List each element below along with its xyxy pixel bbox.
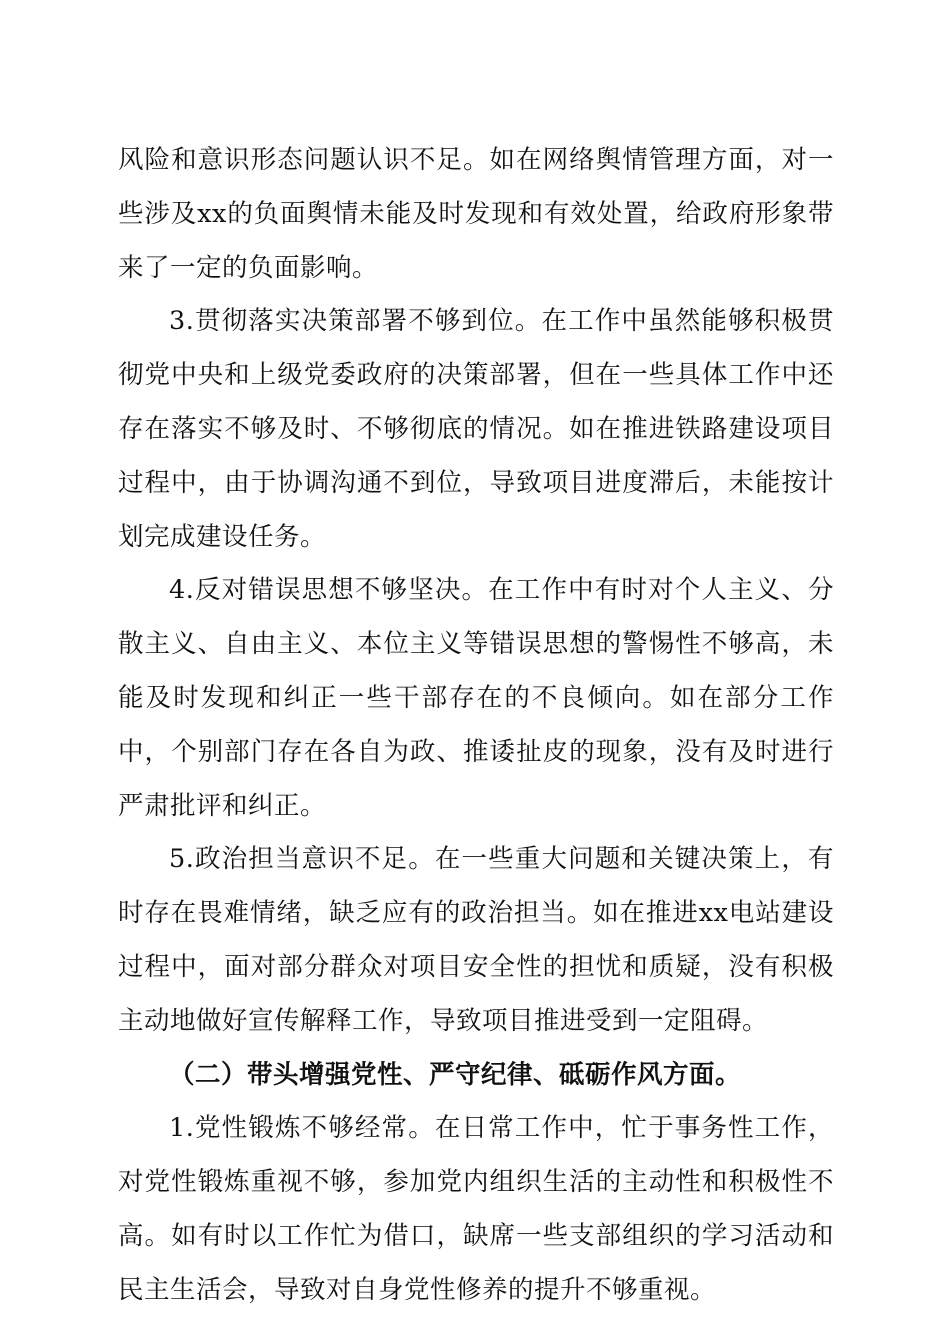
paragraph-continuation: 风险和意识形态问题认识不足。如在网络舆情管理方面，对一些涉及xx的负面舆情未能及时发现和有效处置，给政府形象带来了一定的负面影响。 [118,145,834,283]
paragraph-item-5: 5.政治担当意识不足。在一些重大问题和关键决策上，有时存在畏难情绪，缺乏应有的政治担当。如在推进xx电站建设过程中，面对部分群众对项目安全性的担忧和质疑，没有积极主动地做好宣传解释工作，导致项目推进受到一定阻碍。 [118,844,834,1036]
document-body [118,134,834,1318]
paragraph-item-3: 3.贯彻落实决策部署不够到位。在工作中虽然能够积极贯彻党中央和上级党委政府的决策部署，但在一些具体工作中还存在落实不够及时、不够彻底的情况。如在推进铁路建设项目过程中，由于协调沟通不到位，导致项目进度滞后，未能按计划完成建设任务。 [118,306,834,552]
paragraph-item-1: 1.党性锻炼不够经常。在日常工作中，忙于事务性工作，对党性锻炼重视不够，参加党内组织生活的主动性和积极性不高。如有时以工作忙为借口，缺席一些支部组织的学习活动和民主生活会，导致对自身党性修养的提升不够重视。 [118,1113,834,1305]
paragraph-item-4: 4.反对错误思想不够坚决。在工作中有时对个人主义、分散主义、自由主义、本位主义等错误思想的警惕性不够高，未能及时发现和纠正一些干部存在的不良倾向。如在部分工作中，个别部门存在各自为政、推诿扯皮的现象，没有及时进行严肃批评和纠正。 [118,575,834,821]
section-heading: （二）带头增强党性、严守纪律、砥砺作风方面。 [169,1059,742,1090]
